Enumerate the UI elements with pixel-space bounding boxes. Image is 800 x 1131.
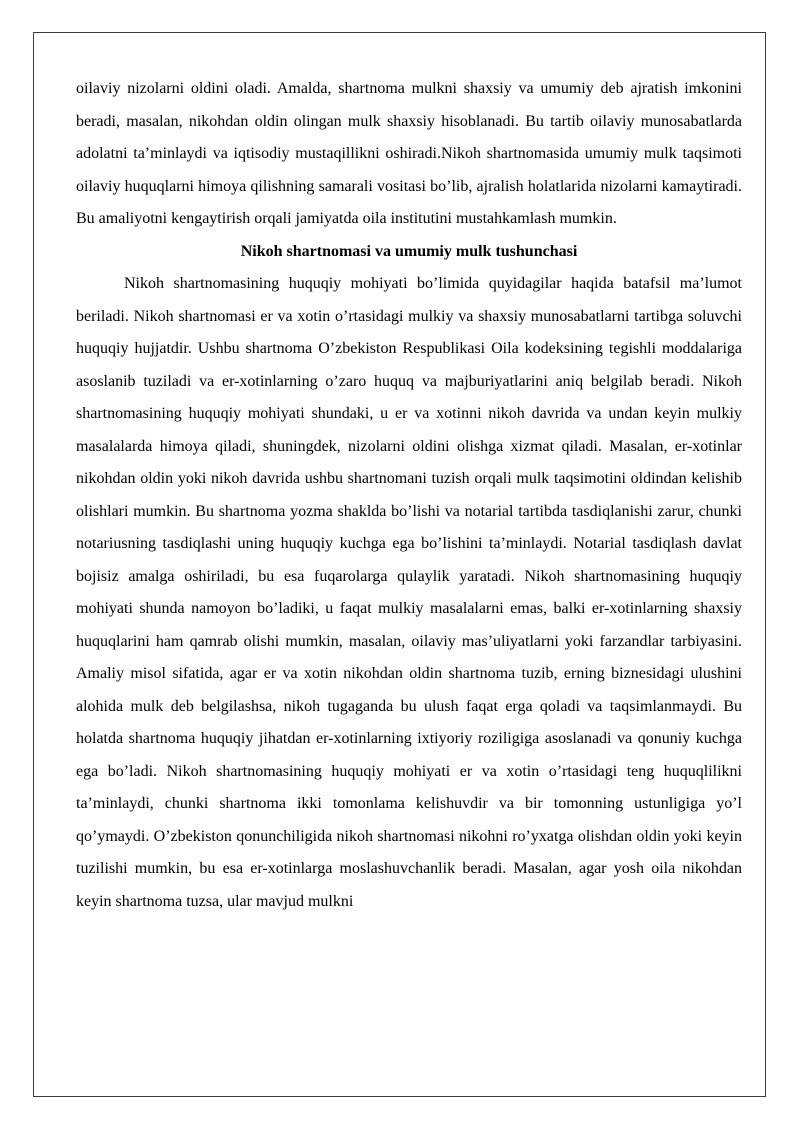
document-body bbox=[76, 73, 742, 918]
paragraph-continuation: oilaviy nizolarni oldini oladi. Amalda, shartnoma mulkni shaxsiy va umumiy deb ajratish imkonini beradi, masalan, nikohdan oldin olingan mulk shaxsiy hisoblanadi. Bu tartib oilaviy munosabatlarda adolatni ta’minlaydi va iqtisodiy mustaqillikni oshiradi.Nikoh shartnomasida umumiy mulk taqsimoti oilaviy huquqlarni himoya qilishning samarali vositasi bo’lib, ajralish holatlarida nizolarni kamaytiradi. Bu amaliyotni kengaytirish orqali jamiyatda oila institutini mustahkamlash mumkin. bbox=[76, 80, 742, 227]
paragraph-main: Nikoh shartnomasining huquqiy mohiyati bo’limida quyidagilar haqida batafsil ma’lumot beriladi. Nikoh shartnomasi er va xotin o’rtasidagi mulkiy va shaxsiy munosabatlarni tartibga soluvchi huquqiy hujjatdir. Ushbu shartnoma O’zbekiston Respublikasi Oila kodeksining tegishli moddalariga asoslanib tuziladi va er-xotinlarning o’zaro huquq va majburiyatlarini aniq belgilab beradi. Nikoh shartnomasining huquqiy mohiyati shundaki, u er va xotinni nikoh davrida va undan keyin mulkiy masalalarda himoya qiladi, shuningdek, nizolarni oldini olishga xizmat qiladi. Masalan, er-xotinlar nikohdan oldin yoki nikoh davrida ushbu shartnomani tuzish orqali mulk taqsimotini oldindan kelishib olishlari mumkin. Bu shartnoma yozma shaklda bo’lishi va notarial tartibda tasdiqlanishi zarur, chunki notariusning tasdiqlashi uning huquqiy kuchga ega bo’lishini ta’minlaydi. Notarial tasdiqlash davlat bojisiz amalga oshiriladi, bu esa fuqarolarga qulaylik yaratadi. Nikoh shartnomasining huquqiy mohiyati shunda namoyon bo’ladiki, u faqat mulkiy masalalarni emas, balki er-xotinlarning shaxsiy huquqlarini ham qamrab olishi mumkin, masalan, oilaviy mas’uliyatlarni yoki farzandlar tarbiyasini. Amaliy misol sifatida, agar er va xotin nikohdan oldin shartnoma tuzib, erning biznesidagi ulushini alohida mulk deb belgilashsa, nikoh tugaganda bu ulush faqat erga qoladi va taqsimlanmaydi. Bu holatda shartnoma huquqiy jihatdan er-xotinlarning ixtiyoriy roziligiga asoslanadi va qonuniy kuchga ega bo’ladi. Nikoh shartnomasining huquqiy mohiyati er va xotin o’rtasidagi teng huquqlilikni ta’minlaydi, chunki shartnoma ikki tomonlama kelishuvdir va bir tomonning ustunligiga yo’l qo’ymaydi. O’zbekiston qonunchiligida nikoh shartnomasi nikohni ro’yxatga olishdan oldin yoki keyin tuzilishi mumkin, bu esa er-xotinlarga moslashuvchanlik beradi. Masalan, agar yosh oila nikohdan keyin shartnoma tuzsa, ular mavjud mulkni bbox=[76, 275, 742, 910]
section-heading: Nikoh shartnomasi va umumiy mulk tushunchasi bbox=[240, 242, 578, 260]
